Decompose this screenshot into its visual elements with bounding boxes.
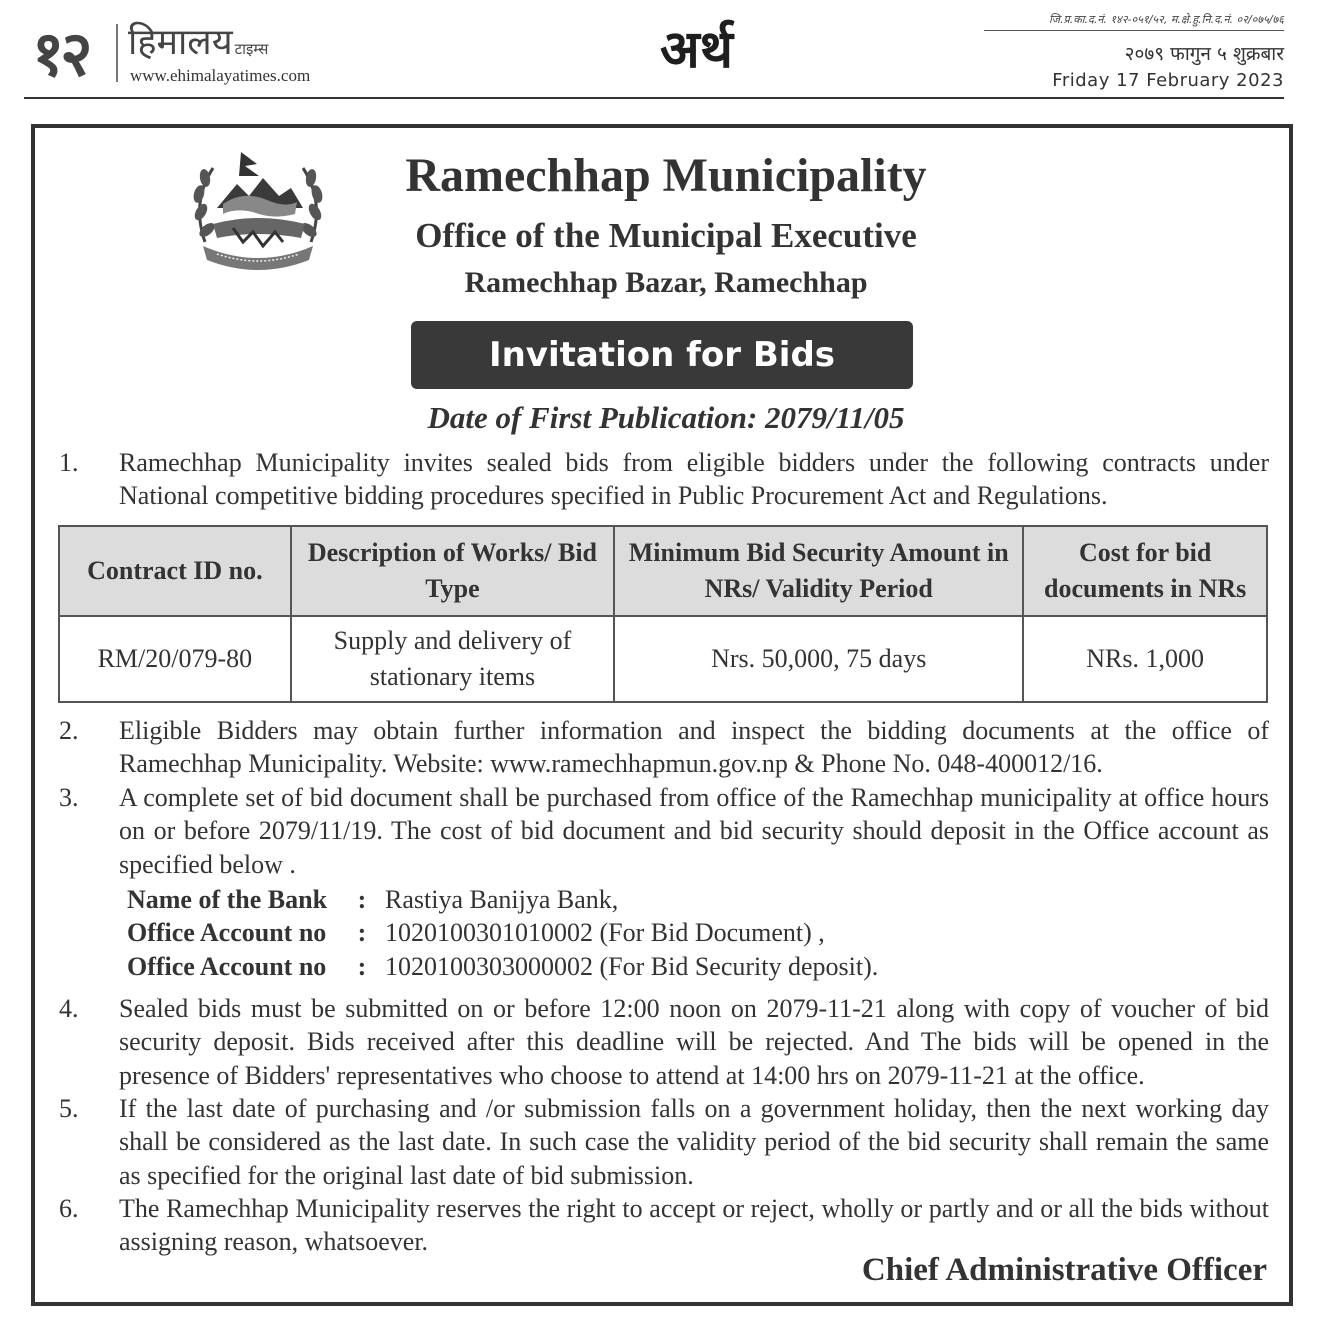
publication-logo	[128, 16, 268, 65]
organization-name: Ramechhap Municipality	[405, 149, 927, 202]
bank-row	[127, 950, 878, 983]
header-contract-id: Contract ID no.	[59, 526, 291, 616]
publication-suffix: टाइम्स	[234, 40, 269, 58]
bank-value: 1020100303000002 (For Bid Security deposit).	[385, 951, 879, 981]
clause-text: A complete set of bid document shall be purchased from office of the Ramechhap municipality at office hours on or before 2079/11/19. The cost of bid document and bid security should deposit in the Office account as specified below .	[119, 783, 1269, 879]
masthead-rule	[24, 97, 1284, 99]
bank-label: Office Account no	[127, 918, 327, 948]
clause-5	[59, 1092, 1269, 1192]
clause-2	[59, 714, 1269, 781]
cell-contract-id: RM/20/079-80	[59, 616, 291, 702]
clause-1	[59, 446, 1269, 513]
bank-details	[127, 883, 878, 983]
bank-colon: :	[357, 951, 367, 981]
clause-text: If the last date of purchasing and /or submission falls on a government holiday, then the next working day shall be considered as the last date. In such case the validity period of the bid security shall remain the same as specified for the original last date of bid submission.	[119, 1094, 1269, 1190]
publication-date: Date of First Publication: 2079/11/05	[427, 400, 905, 435]
bid-contracts-table	[58, 525, 1268, 703]
cell-document-cost: NRs. 1,000	[1023, 616, 1267, 702]
clause-3	[59, 781, 1269, 881]
bank-row	[127, 916, 878, 949]
section-title: अर्थ	[660, 20, 733, 80]
page-number: १२	[32, 17, 89, 90]
clause-number: 3.	[59, 783, 79, 812]
header-document-cost: Cost for bid documents in NRs	[1023, 526, 1267, 616]
clause-text: Ramechhap Municipality invites sealed bids from eligible bidders under the following contracts under National competitive bidding procedures specified in Public Procurement Act and Regulations.	[119, 448, 1269, 511]
clause-text: Sealed bids must be submitted on or before 12:00 noon on 2079-11-21 along with copy of voucher of bid security deposit. Bids received after this deadline will be rejected. And The bids will be opened in the presence of Bidders' representatives who choose to attend at 14:00 hrs on 2079-11-21 at the office.	[119, 994, 1269, 1090]
bank-label: Office Account no	[127, 951, 327, 981]
cell-description: Supply and delivery of stationary items	[291, 616, 614, 702]
bank-colon: :	[357, 885, 367, 914]
masthead-divider	[116, 24, 118, 82]
bid-notice	[31, 124, 1293, 1306]
invitation-banner: Invitation for Bids	[411, 321, 913, 389]
clause-text: Eligible Bidders may obtain further information and inspect the bidding documents at the office of Ramechhap Municipality. Website: www.ramechhapmun.gov.np & Phone No. 048-400012/16.	[119, 716, 1269, 779]
date-nepali: २०७९ फागुन ५ शुक्रबार	[1124, 43, 1284, 65]
clause-6	[59, 1192, 1269, 1259]
clause-number: 1.	[59, 448, 79, 477]
clause-number: 4.	[59, 994, 79, 1023]
publication-website: www.ehimalayatimes.com	[130, 66, 311, 85]
office-address: Ramechhap Bazar, Ramechhap	[464, 266, 868, 299]
header-bid-security: Minimum Bid Security Amount in NRs/ Validity Period	[614, 526, 1023, 616]
clause-number: 2.	[59, 716, 79, 745]
bank-row	[127, 883, 878, 916]
date-english: Friday 17 February 2023	[1052, 70, 1284, 91]
publication-name: हिमालय	[128, 22, 233, 63]
bank-value: 1020100301010002 (For Bid Document) ,	[385, 918, 825, 948]
bank-label: Name of the Bank	[127, 885, 328, 914]
header-description: Description of Works/ Bid Type	[291, 526, 614, 616]
signatory-title: Chief Administrative Officer	[861, 1252, 1267, 1288]
table-header-row	[59, 526, 1267, 616]
cell-bid-security: Nrs. 50,000, 75 days	[614, 616, 1023, 702]
bank-value: Rastiya Banijya Bank,	[385, 885, 619, 914]
clause-number: 6.	[59, 1194, 79, 1223]
clause-4	[59, 992, 1269, 1092]
clause-number: 5.	[59, 1094, 79, 1123]
registration-number: जि.प्र.का.द.नं. १४२-०५१/५२, म.क्षे.हु.नि.द.नं. ०२/०७५/७६	[984, 12, 1284, 31]
newspaper-masthead	[24, 10, 1284, 98]
bank-colon: :	[357, 918, 367, 948]
clause-text: The Ramechhap Municipality reserves the right to accept or reject, wholly or partly and or all the bids without assigning reason, whatsoever.	[119, 1194, 1269, 1257]
table-row	[59, 616, 1267, 702]
office-name: Office of the Municipal Executive	[415, 216, 917, 255]
